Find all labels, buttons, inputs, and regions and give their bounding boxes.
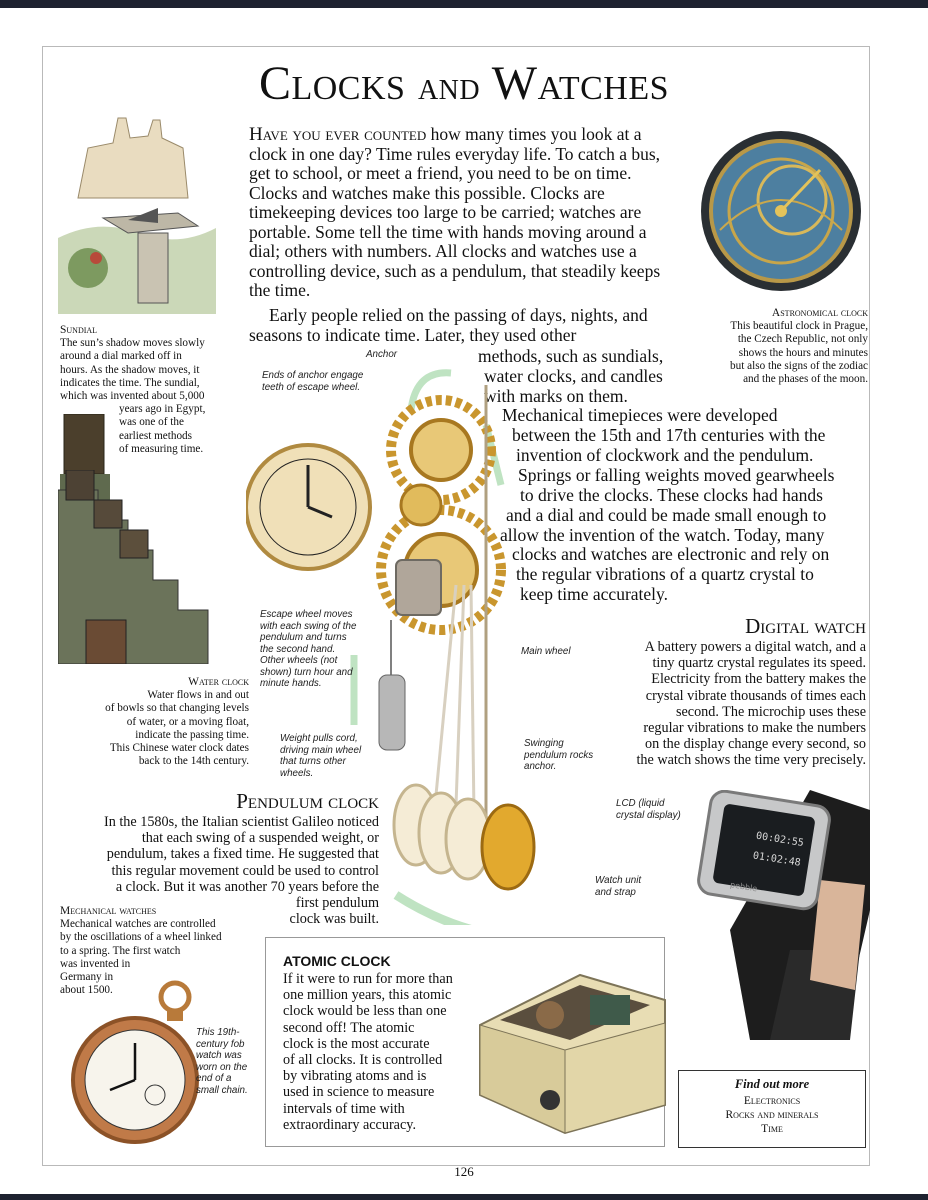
find-out-more xyxy=(678,1077,866,1136)
body-line: of all clocks. It is controlled xyxy=(283,1052,443,1069)
astronomical-clock-heading: Astronomical clock xyxy=(771,307,868,319)
digital-watch-illustration xyxy=(690,790,870,1040)
label-lcd: LCD (liquid crystal display) xyxy=(616,798,681,821)
cord-drum xyxy=(396,560,441,615)
caption-line: This Chinese water clock dates xyxy=(109,742,249,755)
intro-text xyxy=(249,125,679,301)
caption-line: and the phases of the moon. xyxy=(743,373,868,386)
water-clock-caption xyxy=(60,676,249,768)
atomic-clock-illustration xyxy=(470,955,666,1135)
label-escape-wheel: Escape wheel moves with each swing of the pendulum and turns the second hand. Other wheels (not shown) turn hour and minute hands. xyxy=(260,609,357,689)
intro-p3-line: clocks and watches are electronic and rely on xyxy=(512,544,830,564)
title-part-and: and xyxy=(417,63,481,108)
caption-line: back to the 14th century. xyxy=(138,755,249,768)
body-line: Electricity from the battery makes the xyxy=(651,671,866,688)
find-out-more-heading: Find out more xyxy=(734,1077,810,1091)
intro-p3-line: and a dial and could be made small enough to xyxy=(506,505,827,525)
intro-paragraph-2d: with marks on them. xyxy=(484,386,628,406)
intro-p3-line: Springs or falling weights moved gearwheels xyxy=(518,465,835,485)
water-clock-heading: Water clock xyxy=(188,676,249,688)
body-line: second. The microchip uses these xyxy=(675,703,866,720)
intro-p3-line: invention of clockwork and the pendulum. xyxy=(516,445,814,465)
body-line: extraordinary accuracy. xyxy=(283,1116,416,1133)
caption-line: of bowls so that changing levels xyxy=(105,702,249,715)
intro-p3-line: keep time accurately. xyxy=(520,584,669,604)
bottom-border-bar xyxy=(0,1194,928,1200)
sundial-heading: Sundial xyxy=(60,324,98,336)
astronomical-clock-illustration xyxy=(700,130,862,292)
watch-screen xyxy=(712,803,815,896)
caption-line: Germany in xyxy=(60,971,114,984)
caption-line: to a spring. The first watch xyxy=(60,944,181,957)
body-line: on the display change every second, so xyxy=(644,736,866,753)
body-line: pendulum, takes a fixed time. He suggested that xyxy=(106,846,379,863)
water-clock-illustration xyxy=(58,470,210,664)
find-out-more-link[interactable]: Electronics xyxy=(743,1095,801,1107)
top-border-bar xyxy=(0,0,928,8)
caption-line: This beautiful clock in Prague, xyxy=(730,320,868,333)
caption-line: indicate the passing time. xyxy=(135,728,249,741)
label-anchor: Anchor xyxy=(366,349,398,360)
find-out-more-link[interactable]: Rocks and minerals xyxy=(725,1109,819,1121)
watch-brand: pebble xyxy=(729,880,758,894)
body-line: second off! The atomic xyxy=(283,1019,415,1036)
title-part-1: Clocks xyxy=(258,57,418,110)
body-line: a clock. But it was another 70 years before the xyxy=(115,878,379,895)
intro-p3-line: to drive the clocks. These clocks had hands xyxy=(520,485,823,505)
intro-lead: Have you ever counted xyxy=(249,124,427,145)
body-line: the watch shows the time very precisely. xyxy=(636,752,866,769)
caption-line: years ago in Egypt, xyxy=(119,403,206,416)
caption-line: was invented in xyxy=(60,957,131,970)
pendulum-clock-heading: Pendulum clock xyxy=(236,789,379,813)
fob-watch-illustration xyxy=(70,975,200,1155)
body-line: regular vibrations to make the numbers xyxy=(643,720,866,737)
intro-p3-line: Mechanical timepieces were developed xyxy=(502,405,778,425)
mechanical-watches-heading: Mechanical watches xyxy=(60,905,157,917)
watch-screen-line-1: 00:02:55 xyxy=(755,830,805,850)
body-line: used in science to measure xyxy=(283,1084,435,1101)
label-weight: Weight pulls cord, driving main wheel that turns other wheels. xyxy=(280,733,362,779)
caption-line: Water flows in and out xyxy=(147,689,249,702)
caption-line: of water, or a moving float, xyxy=(126,715,249,728)
title-part-2: Watches xyxy=(480,57,670,110)
weight xyxy=(379,675,405,750)
body-line: first pendulum xyxy=(295,895,379,912)
page-title xyxy=(0,56,928,111)
watch-screen-line-2: 01:02:48 xyxy=(752,850,802,869)
caption-line: was one of the xyxy=(119,416,184,429)
intro-p3-line: between the 15th and 17th centuries with the xyxy=(512,425,826,445)
body-line: In the 1580s, the Italian scientist Galileo noticed xyxy=(103,814,379,830)
body-line: that each swing of a suspended weight, or xyxy=(141,830,379,847)
body-line: one million years, this atomic xyxy=(283,987,452,1004)
body-line: clock was built. xyxy=(289,911,379,928)
label-main-wheel: Main wheel xyxy=(521,646,571,657)
intro-paragraph-2c: water clocks, and candles xyxy=(484,366,663,386)
sundial-illustration xyxy=(58,108,216,314)
intro-paragraph-1: how many times you look at a clock in one day? Time rules everyday life. To catch a bus, get to school, or meet a friend, you need to be on time. Clocks and watches make this possible. Clocks are timekeeping devices too large to be carried; watches are portable. Some tell the time with hands moving around a dial; others with numbers. All clocks and watches use a controlling device, such as a pendulum, that steadily keeps the time. xyxy=(249,124,661,300)
caption-line: by the oscillations of a wheel linked xyxy=(60,931,222,944)
body-line: If it were to run for more than xyxy=(283,971,453,987)
caption-line: earliest methods xyxy=(119,429,193,442)
caption-line: hours. As the shadow moves, it xyxy=(60,363,200,376)
caption-line: indicates the time. The sundial, xyxy=(60,376,200,389)
pendulum-bob xyxy=(482,805,534,889)
caption-line: around a dial marked off in xyxy=(60,350,182,363)
body-line: this regular movement could be used to control xyxy=(111,862,379,879)
intro-p3-line: allow the invention of the watch. Today, many xyxy=(500,525,825,545)
atomic-clock-heading: ATOMIC CLOCK xyxy=(283,953,391,969)
label-swinging-pendulum: Swinging pendulum rocks anchor. xyxy=(524,738,594,772)
digital-watch-heading: Digital watch xyxy=(745,614,866,638)
swing-bottom-arrow xyxy=(396,895,546,925)
intro-paragraph-2a: Early people relied on the passing of days, nights, and seasons to indicate time. Later, they used other xyxy=(249,305,648,345)
body-line: by vibrating atoms and is xyxy=(283,1068,427,1085)
caption-line: which was invented about 5,000 xyxy=(60,390,205,403)
body-line: clock would be less than one xyxy=(283,1003,447,1020)
caption-line: but also the signs of the zodiac xyxy=(730,359,868,372)
intro-p3-line: the regular vibrations of a quartz crystal to xyxy=(516,564,814,584)
caption-line: about 1500. xyxy=(60,984,113,997)
caption-line: of measuring time. xyxy=(119,442,204,455)
atomic-clock-section xyxy=(283,953,483,1133)
body-line: crystal vibrate thousands of times each xyxy=(645,687,866,704)
find-out-more-link[interactable]: Time xyxy=(761,1123,783,1135)
body-line: A battery powers a digital watch, and a xyxy=(644,639,866,655)
digital-watch-section xyxy=(600,614,866,769)
body-line: intervals of time with xyxy=(283,1100,405,1117)
caption-line: the Czech Republic, not only xyxy=(737,333,868,346)
caption-line: The sun’s shadow moves slowly xyxy=(60,337,205,350)
label-anchor-ends: Ends of anchor engage teeth of escape wheel. xyxy=(262,370,364,393)
intro-paragraph-2b: methods, such as sundials, xyxy=(478,346,664,366)
label-watch-unit: Watch unit and strap xyxy=(595,875,642,898)
astronomical-clock-caption xyxy=(680,307,868,386)
caption-line: Mechanical watches are controlled xyxy=(60,918,216,931)
label-fob-watch: This 19th-century fob watch was worn on the end of a small chain. xyxy=(196,1027,248,1096)
body-line: tiny quartz crystal regulates its speed. xyxy=(652,655,866,672)
caption-line: shows the hours and minutes xyxy=(738,346,868,359)
body-line: clock is the most accurate xyxy=(283,1035,430,1052)
page-number: 126 xyxy=(454,1164,474,1179)
